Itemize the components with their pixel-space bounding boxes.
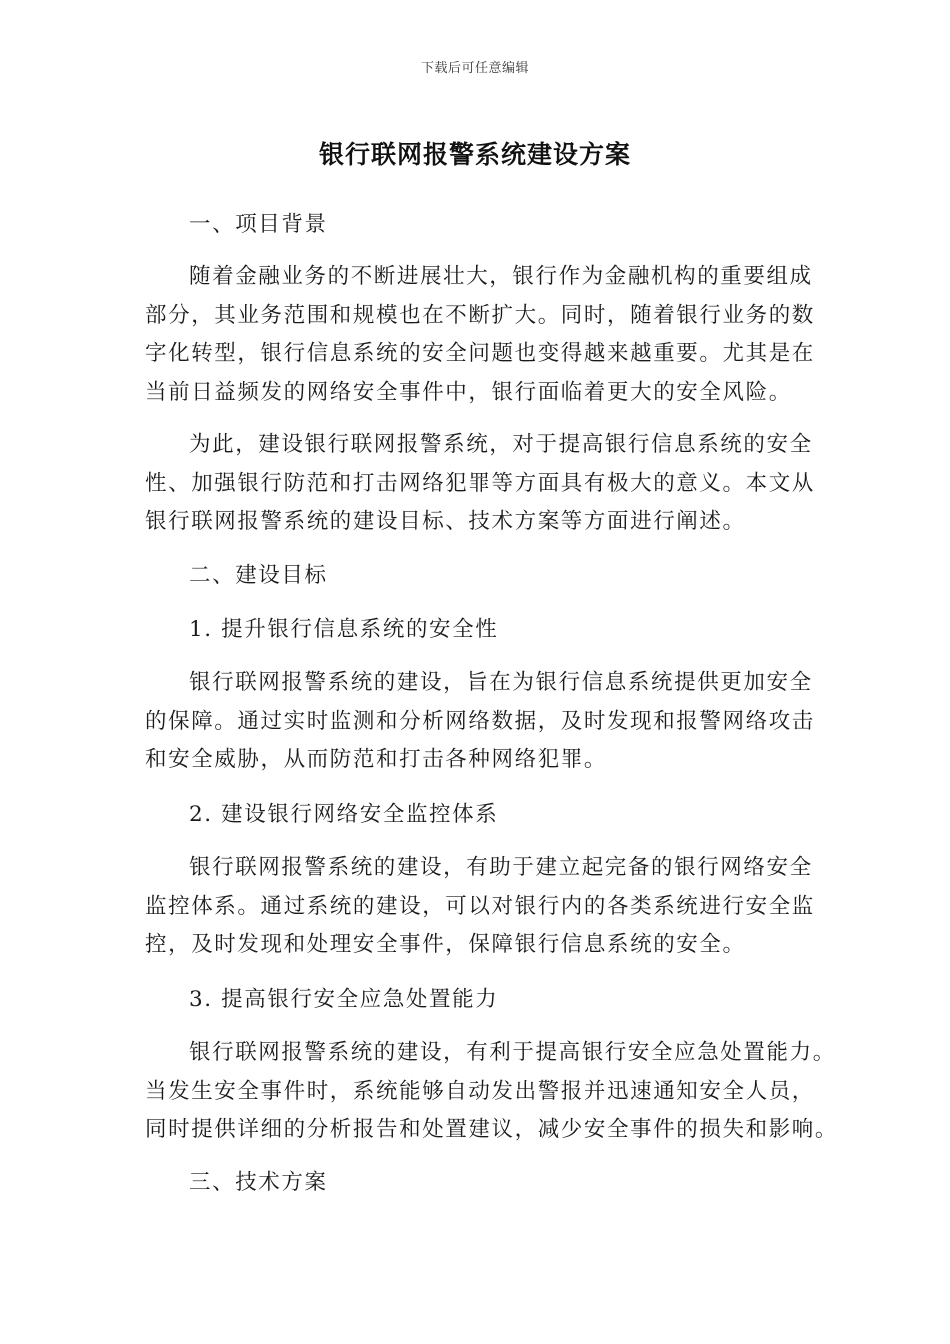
paragraph-line: 和安全威胁，从而防范和打击各种网络犯罪。 <box>145 747 608 772</box>
paragraph-line: 随着金融业务的不断进展壮大，银行作为金融机构的重要组成 <box>189 264 813 289</box>
paragraph-line: 的保障。通过实时监测和分析网络数据，及时发现和报警网络攻击 <box>145 708 815 734</box>
paragraph-line: 字化转型，银行信息系统的安全问题也变得越来越重要。尤其是在 <box>145 341 815 366</box>
paragraph-line: 监控体系。通过系统的建设，可以对银行内的各类系统进行安全监 <box>145 893 815 919</box>
goal-paragraph-1 <box>145 664 815 780</box>
paragraph-line: 银行联网报警系统的建设，有助于建立起完备的银行网络安全 <box>189 855 813 880</box>
paragraph-line: 部分，其业务范围和规模也在不断扩大。同时，随着银行业务的数 <box>145 302 815 328</box>
document-title: 银行联网报警系统建设方案 <box>318 140 631 169</box>
paragraph-background-1 <box>145 258 815 412</box>
paragraph-line: 当发生安全事件时，系统能够自动发出警报并迅速通知安全人员， <box>145 1078 815 1104</box>
page-header-note: 下载后可任意编辑 <box>420 61 529 76</box>
goal-heading-3: 3. 提高银行安全应急处置能力 <box>189 987 499 1012</box>
paragraph-line: 银行联网报警系统的建设，有利于提高银行安全应急处置能力。 <box>189 1040 836 1065</box>
paragraph-line: 银行联网报警系统的建设目标、技术方案等方面进行阐述。 <box>145 509 746 534</box>
paragraph-line: 为此，建设银行联网报警系统，对于提高银行信息系统的安全 <box>189 432 813 457</box>
paragraph-line: 同时提供详细的分析报告和处置建议，减少安全事件的损失和影响。 <box>145 1117 839 1142</box>
paragraph-line: 性、加强银行防范和打击网络犯罪等方面具有极大的意义。本文从 <box>145 470 815 496</box>
section-heading-background: 一、项目背景 <box>189 212 328 237</box>
goal-heading-1: 1. 提升银行信息系统的安全性 <box>189 617 499 642</box>
goal-paragraph-3 <box>145 1034 839 1150</box>
goal-paragraph-2 <box>145 849 815 965</box>
paragraph-line: 控，及时发现和处理安全事件，保障银行信息系统的安全。 <box>145 932 746 957</box>
section-heading-technical: 三、技术方案 <box>189 1170 328 1195</box>
goal-heading-2: 2. 建设银行网络安全监控体系 <box>189 802 499 827</box>
section-heading-goals: 二、建设目标 <box>189 563 328 588</box>
paragraph-background-2 <box>145 426 815 542</box>
paragraph-line: 当前日益频发的网络安全事件中，银行面临着更大的安全风险。 <box>145 379 792 405</box>
paragraph-line: 银行联网报警系统的建设，旨在为银行信息系统提供更加安全 <box>189 670 813 695</box>
